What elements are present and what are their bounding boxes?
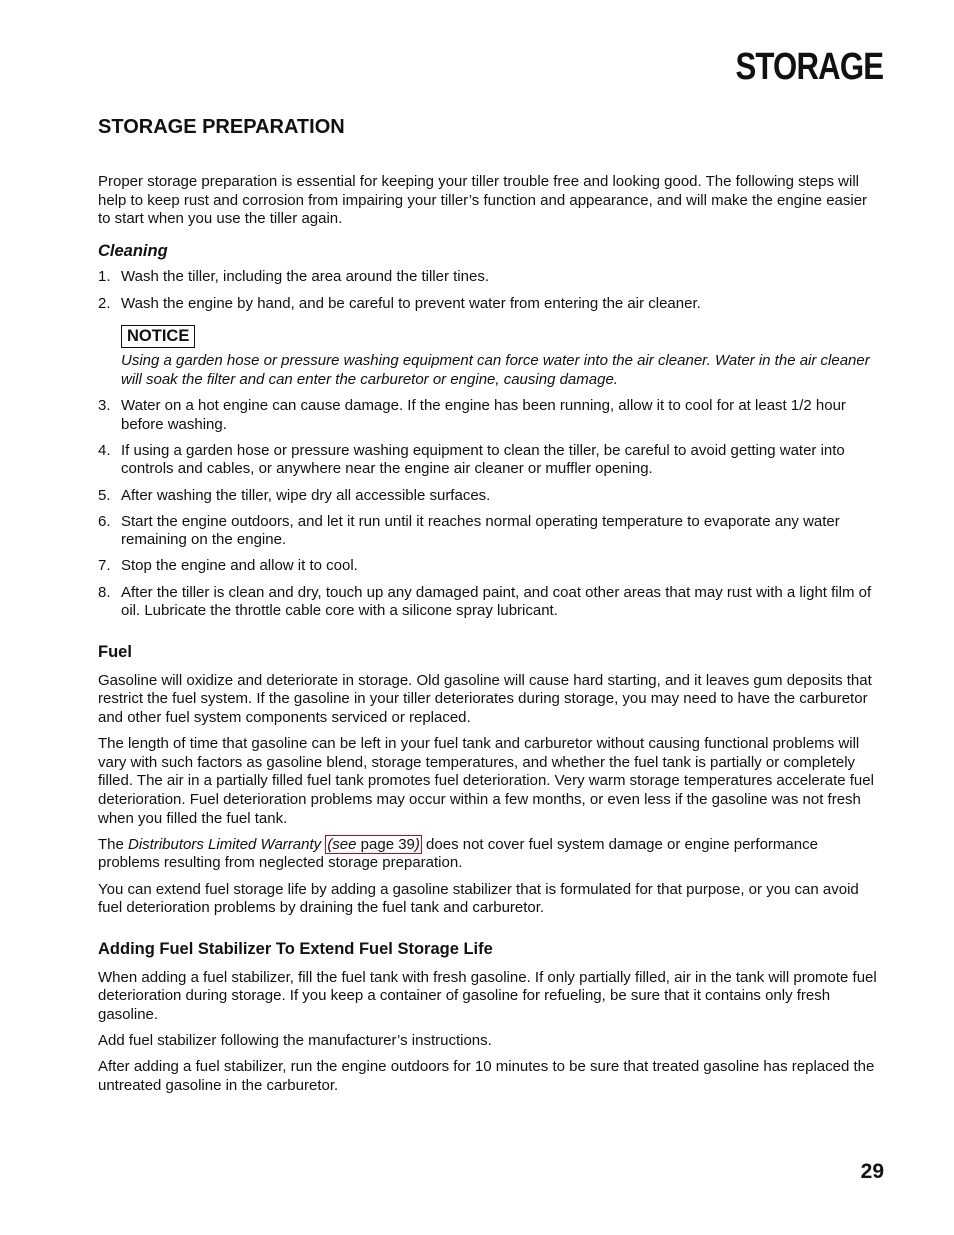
cleaning-steps-list — [98, 268, 882, 313]
list-item — [98, 584, 882, 621]
step-text: Wash the engine by hand, and be careful to prevent water from entering the air cleaner. — [121, 294, 701, 312]
warranty-text-post: does not cover fuel system damage or engine performance problems resulting from neglected storage preparation. — [98, 835, 818, 872]
step-number: 5. — [98, 486, 111, 504]
link-see: (see — [327, 835, 357, 853]
stabilizer-paragraph: Add fuel stabilizer following the manufacturer’s instructions. — [98, 1032, 492, 1050]
step-number: 8. — [98, 583, 111, 601]
list-item — [98, 487, 882, 506]
list-item — [98, 513, 882, 550]
step-number: 7. — [98, 557, 111, 575]
step-text: Start the engine outdoors, and let it run until it reaches normal operating temperature to evaporate any water remaining on the engine. — [121, 512, 840, 549]
link-close: ) — [414, 835, 420, 853]
stabilizer-paragraph: When adding a fuel stabilizer, fill the fuel tank with fresh gasoline. If only partially filled, air in the tank will promote fuel deterioration during storage. If you keep a container of gasoline for refueling, be sure that it contains only fresh gasoline. — [98, 968, 877, 1023]
stabilizer-paragraph: After adding a fuel stabilizer, run the engine outdoors for 10 minutes to be sure that treated gasoline has replaced the untreated gasoline in the carburetor. — [98, 1058, 875, 1094]
fuel-heading: Fuel — [98, 642, 132, 661]
page-number: 29 — [860, 1160, 884, 1183]
stabilizer-heading: Adding Fuel Stabilizer To Extend Fuel Storage Life — [98, 939, 493, 958]
step-text: Stop the engine and allow it to cool. — [121, 557, 358, 575]
fuel-paragraph: Gasoline will oxidize and deteriorate in storage. Old gasoline will cause hard starting, and it leaves gum deposits that restrict the fuel system. If the gasoline in your tiller deteriorates during storage, you may need to have the carburetor and other fuel system components serviced or replaced. — [98, 671, 872, 727]
main-content — [98, 116, 882, 1096]
warranty-text-pre: The — [98, 835, 129, 853]
step-number: 3. — [98, 396, 111, 414]
list-item — [98, 295, 882, 314]
notice-badge: NOTICE — [121, 325, 195, 348]
link-page: page 39 — [356, 835, 415, 853]
step-text: Water on a hot engine can cause damage. If the engine has been running, allow it to cool for at least 1/2 hour before washing. — [121, 396, 846, 433]
warranty-title: Distributors Limited Warranty — [128, 835, 322, 853]
step-number: 1. — [98, 268, 111, 286]
intro-paragraph: Proper storage preparation is essential for keeping your tiller trouble free and looking good. The following steps will help to keep rust and corrosion from impairing your tiller’s function and appearance, and will make the engine easier to start when you use the tiller again. — [98, 173, 868, 228]
list-item — [98, 268, 882, 287]
notice-text: Using a garden hose or pressure washing equipment can force water into the air cleaner. Water in the air cleaner will soak the filter and can enter the carburetor or engine, causing damage. — [121, 352, 870, 388]
fuel-paragraph: The length of time that gasoline can be left in your fuel tank and carburetor without causing functional problems will vary with such factors as gasoline blend, storage temperatures, and whether the fuel tank is partially or completely filled. The air in a partially filled fuel tank promotes fuel deterioration. Very warm storage temperatures accelerate fuel deterioration. Fuel deterioration problems may occur within a few months, or even less if the gasoline was not fresh when you filled the fuel tank. — [98, 735, 874, 827]
warranty-paragraph — [98, 836, 882, 873]
cleaning-heading: Cleaning — [98, 241, 168, 260]
step-text: After washing the tiller, wipe dry all accessible surfaces. — [121, 486, 491, 504]
list-item — [98, 397, 882, 434]
step-text: After the tiller is clean and dry, touch up any damaged paint, and coat other areas that may rust with a light film of oil. Lubricate the throttle cable core with a silicone spray lubricant. — [121, 583, 872, 620]
list-item — [98, 557, 882, 576]
cleaning-steps-list-continued — [98, 397, 882, 621]
warranty-page-link[interactable] — [325, 835, 422, 854]
list-item — [98, 442, 882, 479]
step-text: Wash the tiller, including the area around the tiller tines. — [121, 268, 489, 286]
notice-block — [98, 325, 882, 389]
section-heading: STORAGE PREPARATION — [98, 116, 345, 138]
step-number: 4. — [98, 441, 111, 459]
step-number: 2. — [98, 294, 111, 312]
page-title: STORAGE — [735, 46, 883, 88]
fuel-paragraph: You can extend fuel storage life by adding a gasoline stabilizer that is formulated for that purpose, or you can avoid fuel deterioration problems by draining the fuel tank and carburetor. — [98, 880, 859, 917]
step-text: If using a garden hose or pressure washing equipment to clean the tiller, be careful to avoid getting water into controls and cables, or anywhere near the engine air cleaner or muffler opening. — [121, 441, 845, 478]
step-number: 6. — [98, 512, 111, 530]
